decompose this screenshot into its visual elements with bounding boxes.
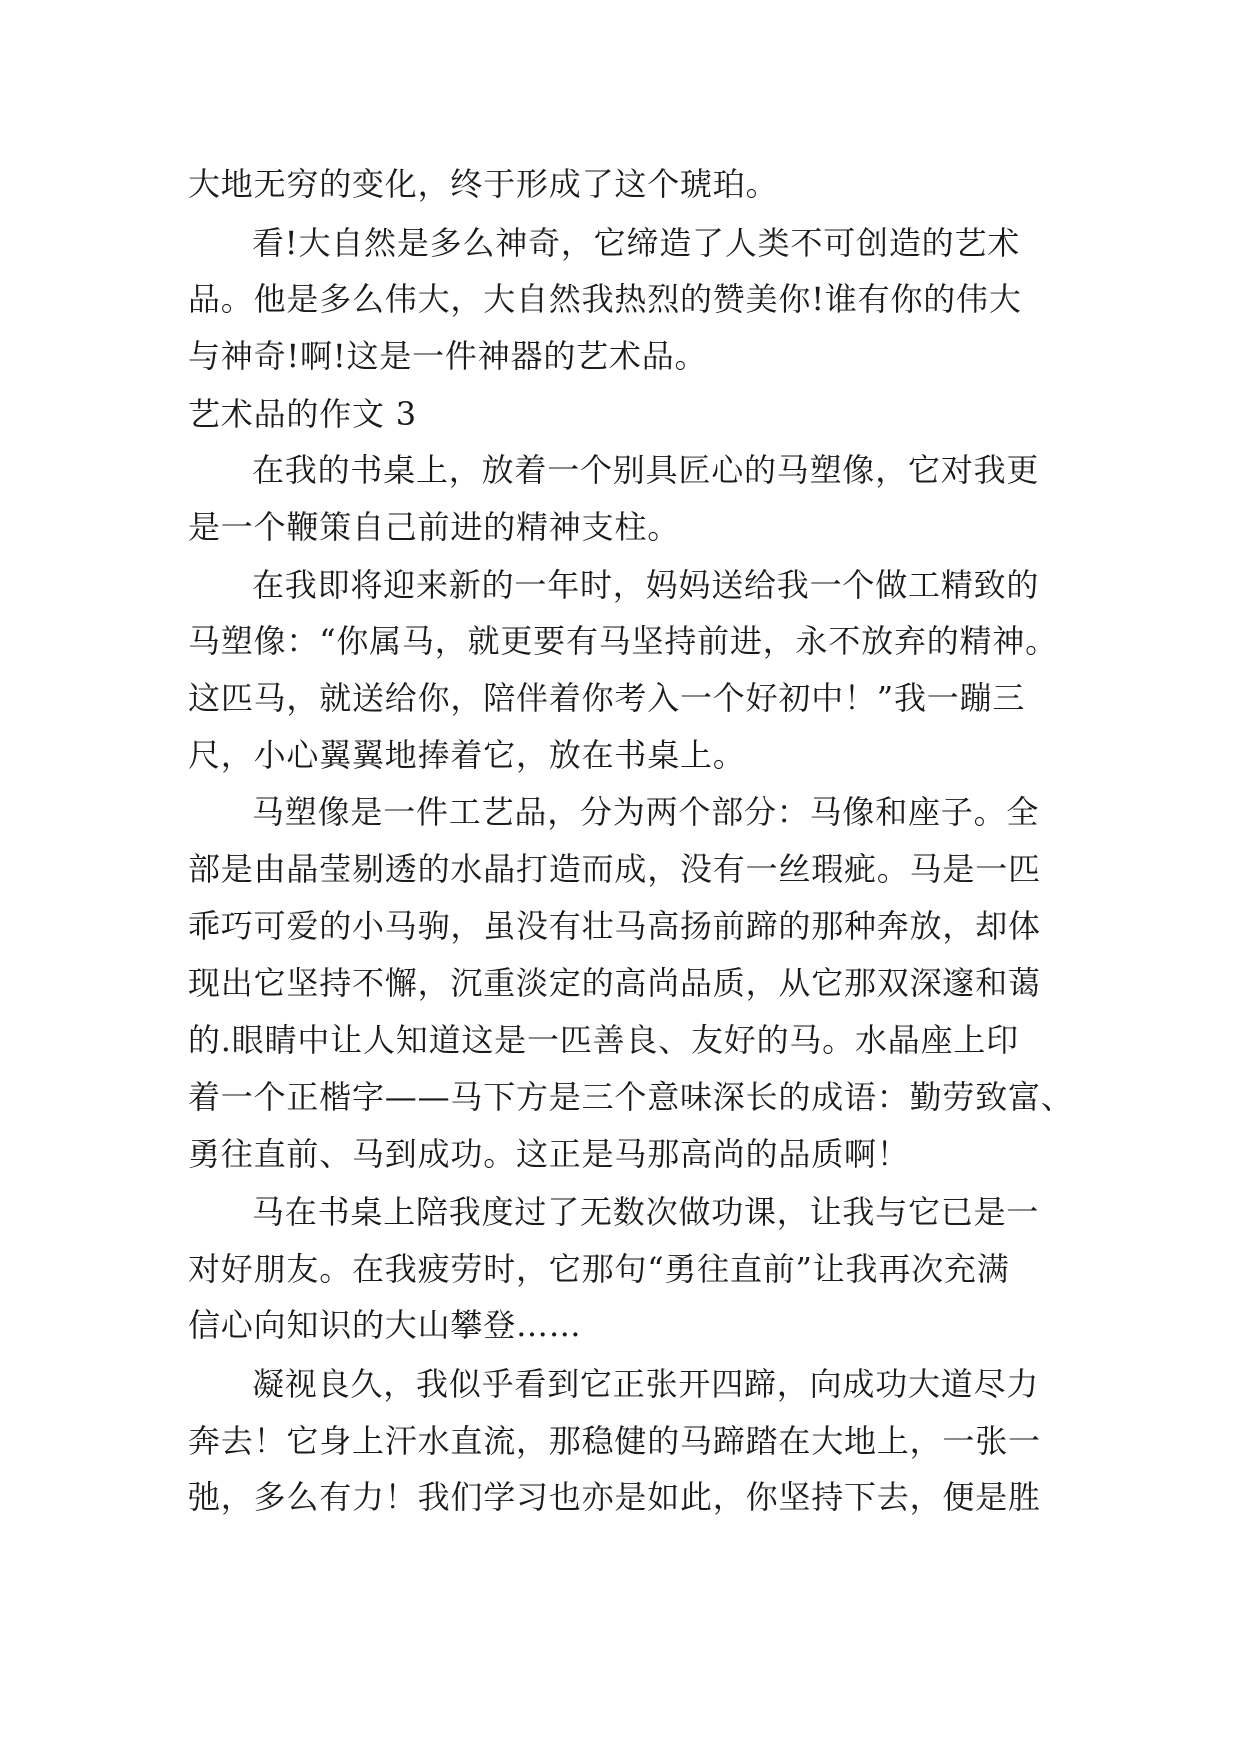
paragraph-first-line: 在我的书桌上，放着一个别具匠心的马塑像，它对我更	[252, 451, 1040, 489]
text-line: 对好朋友。在我疲劳时，它那句“勇往直前”让我再次充满	[188, 1250, 1010, 1288]
paragraph-first-line: 马在书桌上陪我度过了无数次做功课，让我与它已是一	[252, 1193, 1040, 1231]
text-line: 是一个鞭策自己前进的精神支柱。	[188, 508, 681, 546]
text-line: 大地无穷的变化，终于形成了这个琥珀。	[188, 165, 779, 203]
text-line: 部是由晶莹剔透的水晶打造而成，没有一丝瑕疵。马是一匹	[188, 850, 1041, 888]
paragraph-first-line: 看!大自然是多么神奇，它缔造了人类不可创造的艺术	[252, 224, 1021, 262]
text-line: 这匹马，就送给你，陪伴着你考入一个好初中！”我一蹦三	[188, 679, 1026, 717]
paragraph-first-line: 在我即将迎来新的一年时，妈妈送给我一个做工精致的	[252, 566, 1040, 604]
section-heading: 艺术品的作文 3	[188, 395, 417, 433]
paragraph-first-line: 马塑像是一件工艺品，分为两个部分：马像和座子。全	[252, 793, 1040, 831]
text-line: 乖巧可爱的小马驹，虽没有壮马高扬前蹄的那种奔放，却体	[188, 907, 1041, 945]
text-line: 勇往直前、马到成功。这正是马那高尚的品质啊！	[188, 1135, 910, 1173]
text-line: 弛，多么有力！我们学习也亦是如此，你坚持下去，便是胜	[188, 1478, 1041, 1516]
text-line: 马塑像：“你属马，就更要有马坚持前进，永不放弃的精神。	[188, 622, 1058, 660]
paragraph-first-line: 凝视良久，我似乎看到它正张开四蹄，向成功大道尽力	[252, 1365, 1040, 1403]
text-line: 品。他是多么伟大，大自然我热烈的赞美你!谁有你的伟大	[188, 280, 1022, 318]
text-line: 信心向知识的大山攀登……	[188, 1306, 582, 1344]
text-line: 奔去！它身上汗水直流，那稳健的马蹄踏在大地上，一张一	[188, 1422, 1041, 1460]
text-line: 的.眼睛中让人知道这是一匹善良、友好的马。水晶座上印	[188, 1021, 1019, 1059]
text-line: 尺，小心翼翼地捧着它，放在书桌上。	[188, 736, 746, 774]
text-line: 现出它坚持不懈，沉重淡定的高尚品质，从它那双深邃和蔼	[188, 964, 1041, 1002]
text-line: 着一个正楷字——马下方是三个意味深长的成语：勤劳致富、	[188, 1078, 1074, 1116]
text-line: 与神奇!啊!这是一件神器的艺术品。	[188, 337, 708, 375]
